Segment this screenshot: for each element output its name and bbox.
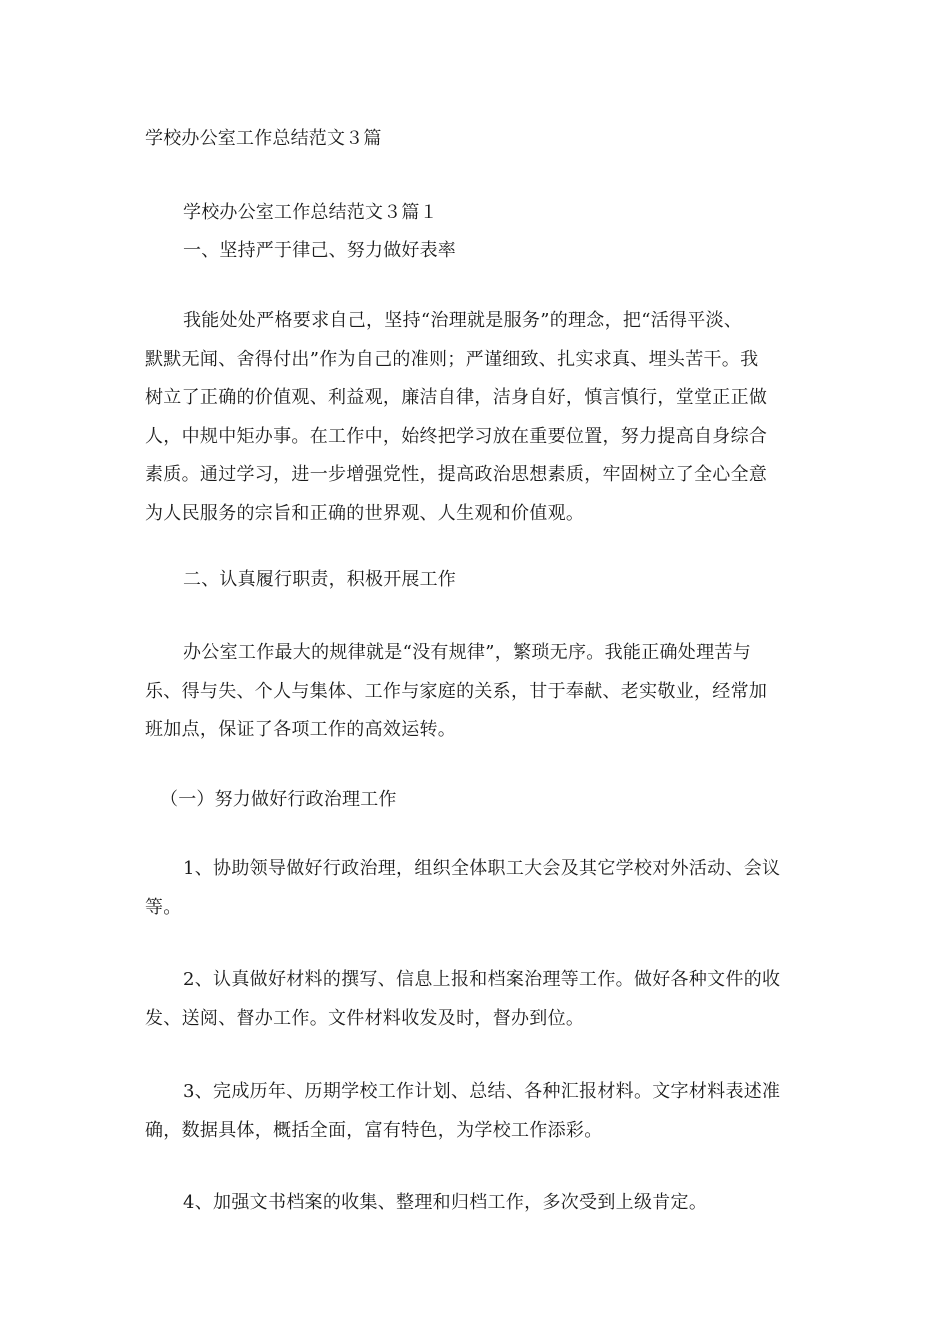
paragraph-line: 乐、得与失、个人与集体、工作与家庭的关系，甘于奉献、老实敬业，经常加 — [145, 680, 768, 702]
section-heading-1: 一、坚持严于律己、努力做好表率 — [183, 240, 456, 261]
section-heading-2: 二、认真履行职责，积极开展工作 — [183, 569, 456, 590]
paragraph-line: 班加点，保证了各项工作的高效运转。 — [145, 719, 457, 740]
paragraph-line: 4、加强文书档案的收集、整理和归档工作，多次受到上级肯定。 — [183, 1192, 708, 1213]
paragraph-line: 确，数据具体，概括全面，富有特色，为学校工作添彩。 — [145, 1119, 603, 1141]
paragraph-line: 3、完成历年、历期学校工作计划、总结、各种汇报材料。文字材料表述准 — [183, 1081, 781, 1102]
paragraph-line: 发、送阅、督办工作。文件材料收发及时，督办到位。 — [145, 1007, 585, 1029]
paragraph-line: 1、协助领导做好行政治理，组织全体职工大会及其它学校对外活动、会议 — [183, 858, 781, 879]
paragraph-line: 默默无闻、舍得付出”作为自己的准则；严谨细致、扎实求真、埋头苦干。我 — [145, 348, 759, 370]
paragraph-line: 素质。通过学习，进一步增强党性，提高政治思想素质，牢固树立了全心全意 — [145, 464, 768, 485]
list-item-3 — [145, 1073, 807, 1150]
paragraph-line: 等。 — [145, 896, 182, 918]
paragraph-line: 树立了正确的价值观、利益观，廉洁自律，洁身自好，慎言慎行，堂堂正正做 — [145, 387, 768, 408]
paragraph-line: 为人民服务的宗旨和正确的世界观、人生观和价值观。 — [145, 502, 585, 524]
subsection-heading: （一）努力做好行政治理工作 — [160, 789, 397, 810]
document-title: 学校办公室工作总结范文３篇 — [145, 128, 382, 149]
list-item-4 — [145, 1184, 807, 1223]
paragraph-line: 2、认真做好材料的撰写、信息上报和档案治理等工作。做好各种文件的收 — [183, 969, 781, 990]
list-item-2 — [145, 961, 807, 1038]
paragraph-line: 办公室工作最大的规律就是“没有规律”，繁琐无序。我能正确处理苦与 — [183, 642, 752, 663]
document-subtitle: 学校办公室工作总结范文３篇１ — [183, 202, 438, 223]
list-item-1 — [145, 850, 807, 927]
paragraph-2 — [145, 634, 807, 750]
paragraph-line: 我能处处严格要求自己，坚持“治理就是服务”的理念，把“活得平淡、 — [183, 310, 743, 331]
paragraph-1 — [145, 302, 807, 533]
paragraph-line: 人，中规中矩办事。在工作中，始终把学习放在重要位置，努力提高自身综合 — [145, 425, 768, 447]
